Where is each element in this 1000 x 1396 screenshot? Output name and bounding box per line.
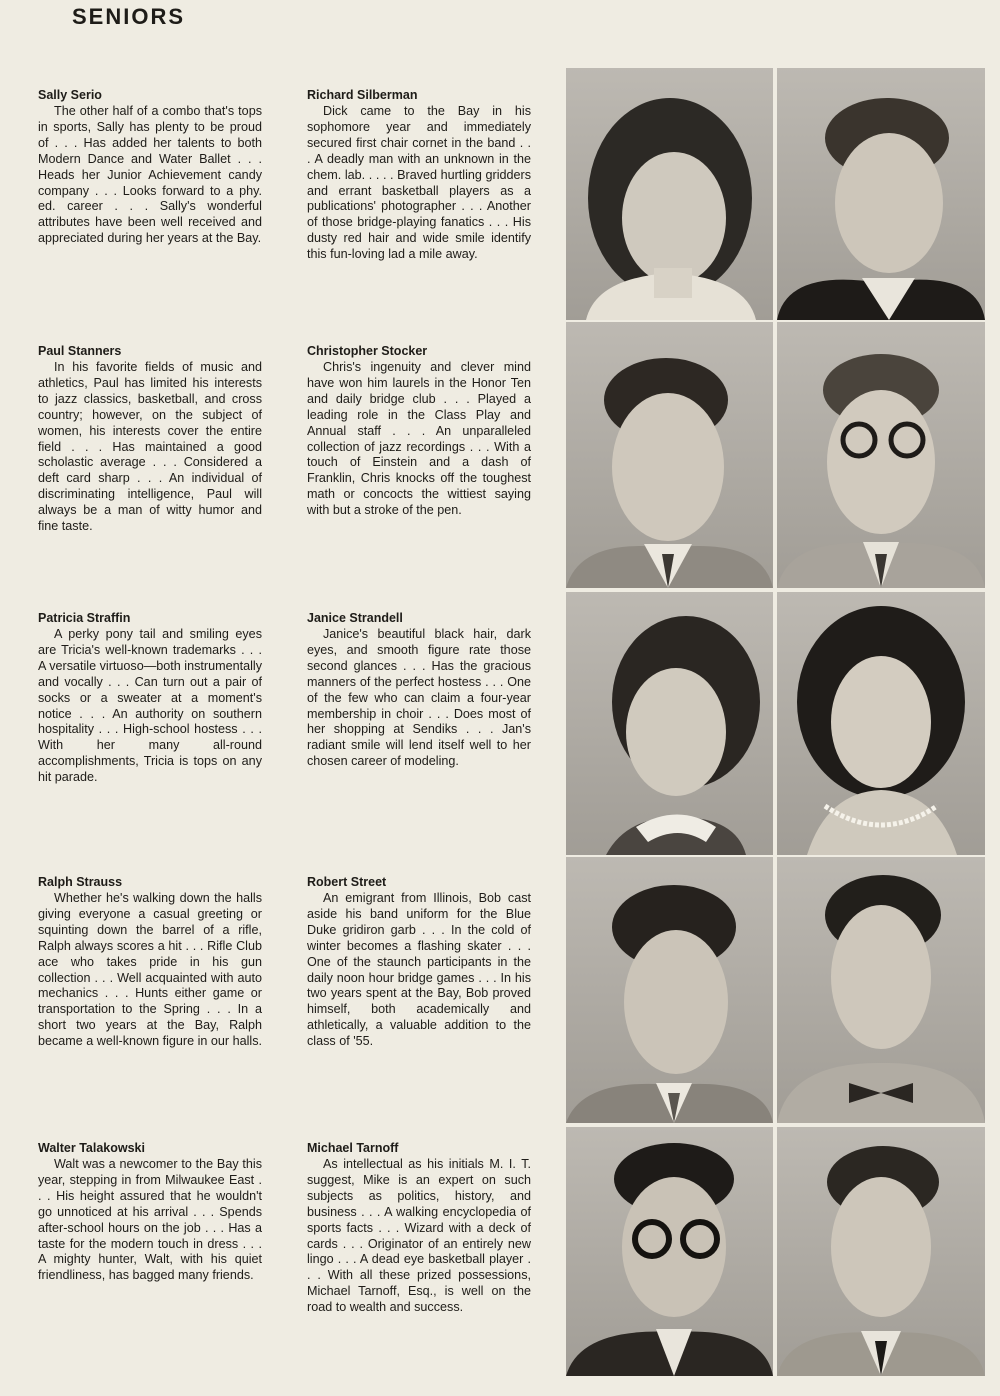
senior-entry-stanners: [38, 344, 262, 535]
senior-bio: Chris's ingenuity and clever mind have won him laurels in the Honor Ten and daily bridge club . . . Played a leading role in the Class Play and Annual staff . . . An unparalleled collection of jazz recordings . . . With a touch of Einstein and a dash of Franklin, Chris knocks off the toughest math or concocts the wittiest saying with but a stroke of the pen.: [307, 360, 531, 518]
portrait-photo-street: [777, 857, 985, 1123]
senior-bio: An emigrant from Illinois, Bob cast aside his band uniform for the Blue Duke gridiron garb . . . In the cold of winter becomes a flashing skater . . . One of the staunch participants in the daily noon hour bridge games . . . In his two years spent at the Bay, Bob proved himself, both academically and athletically, a valuable addition to the class of '55.: [307, 891, 531, 1049]
senior-name: Paul Stanners: [38, 344, 122, 358]
senior-name: Michael Tarnoff: [307, 1141, 399, 1155]
senior-bio: Dick came to the Bay in his sophomore year and immediately secured first chair cornet in the band . . . A deadly man with an unknown in the chem. lab. . . . . Braved hurtling gridders and errant basketball players as a publications' photographer . . . Another of those bridge-playing fanatics . . . His dusty red hair and wide smile identify this fun-loving lad a mile away.: [307, 104, 531, 262]
senior-bio: Janice's beautiful black hair, dark eyes, and smooth figure rate those second glances . . . Has the gracious manners of the perfect hostess . . . One of the few who can claim a four-year membership in choir . . . Does most of her shopping at Sendiks . . . Jan's radiant smile will lend itself well to her chosen career of modeling.: [307, 627, 531, 769]
senior-name: Walter Talakowski: [38, 1141, 145, 1155]
portrait-photo-strauss: [566, 857, 773, 1123]
senior-bio: A perky pony tail and smiling eyes are Tricia's well-known trademarks . . . A versatile virtuoso—both instrumentally and vocally . . . Can turn out a pair of socks or a sweater at a moment's notice . . . An authority on southern hospitality . . . High-school hostess . . . With her many all-round accomplishments, Tricia is tops on any hit parade.: [38, 627, 262, 785]
portrait-photo-tarnoff: [777, 1127, 985, 1376]
senior-name: Ralph Strauss: [38, 875, 123, 889]
senior-name: Patricia Straffin: [38, 611, 131, 625]
senior-entry-silberman: [307, 88, 531, 263]
senior-name: Sally Serio: [38, 88, 102, 102]
senior-entry-tarnoff: [307, 1141, 531, 1316]
portrait-silhouette: [777, 1127, 985, 1376]
portrait-silhouette: [566, 322, 773, 588]
senior-bio: Whether he's walking down the halls giving everyone a casual greeting or squinting down the barrel of a rifle, Ralph always scores a hit . . . Rifle Club ace who takes pride in his gun collection . . . Well acquainted with auto mechanics . . . Hunts either game or transportation to the Spring . . . In a short two years at the Bay, Ralph became a well-known figure in our halls.: [38, 891, 263, 1049]
portrait-silhouette: [777, 68, 985, 320]
portrait-photo-stocker: [777, 322, 985, 588]
senior-entry-serio: [38, 88, 262, 247]
senior-entry-street: [307, 875, 531, 1050]
portrait-silhouette: [566, 68, 773, 320]
portrait-photo-stanners: [566, 322, 773, 588]
page-title: SENIORS: [72, 4, 186, 29]
portrait-silhouette: [566, 857, 773, 1123]
portrait-photo-talakowski: [566, 1127, 773, 1376]
portrait-photo-strandell: [777, 592, 985, 855]
senior-entry-straffin: [38, 611, 262, 786]
portrait-silhouette: [777, 322, 985, 588]
senior-bio: Walt was a newcomer to the Bay this year, stepping in from Milwaukee East . . . His height assured that he wouldn't go unnoticed at his arrival . . . Spends after-school hours on the job . . . Has a taste for the modern touch in dress . . . A mighty hunter, Walt, with his quiet friendliness, has bagged many friends.: [38, 1157, 262, 1283]
portrait-photo-straffin: [566, 592, 773, 855]
portrait-silhouette: [777, 592, 985, 855]
senior-bio: As intellectual as his initials M. I. T. suggest, Mike is an expert on such subjects as politics, history, and business . . . A walking encyclopedia of sports facts . . . Wizard with a deck of cards . . . Originator of an entirely new lingo . . . A dead eye basketball player . . . With all these prized possessions, Michael Tarnoff, Esq., is well on the road to wealth and success.: [307, 1157, 531, 1315]
senior-bio: The other half of a combo that's tops in sports, Sally has plenty to be proud of . . . Has added her talents to both Modern Dance and Water Ballet . . . Heads her Junior Achievement candy company . . . Looks forward to a phy. ed. career . . . Sally's wonderful attributes have been well received and appreciated during her years at the Bay.: [38, 104, 262, 246]
senior-name: Janice Strandell: [307, 611, 403, 625]
portrait-silhouette: [566, 1127, 773, 1376]
senior-entry-strauss: [38, 875, 262, 1050]
senior-entry-stocker: [307, 344, 531, 519]
portrait-silhouette: [777, 857, 985, 1123]
portrait-silhouette: [566, 592, 773, 855]
senior-bio: In his favorite fields of music and athletics, Paul has limited his interests to jazz classics, basketball, and cross country; however, on the subject of women, his interests cover the entire field . . . Has maintained a good scholastic average . . . Considered a deft card sharp . . . An individual of discriminating intelligence, Paul will always be a man of witty humor and fine taste.: [38, 360, 262, 534]
senior-entry-strandell: [307, 611, 531, 770]
senior-entry-talakowski: [38, 1141, 262, 1284]
senior-name: Robert Street: [307, 875, 387, 889]
portrait-photo-serio: [566, 68, 773, 320]
portrait-photo-silberman: [777, 68, 985, 320]
senior-name: Christopher Stocker: [307, 344, 428, 358]
senior-name: Richard Silberman: [307, 88, 418, 102]
